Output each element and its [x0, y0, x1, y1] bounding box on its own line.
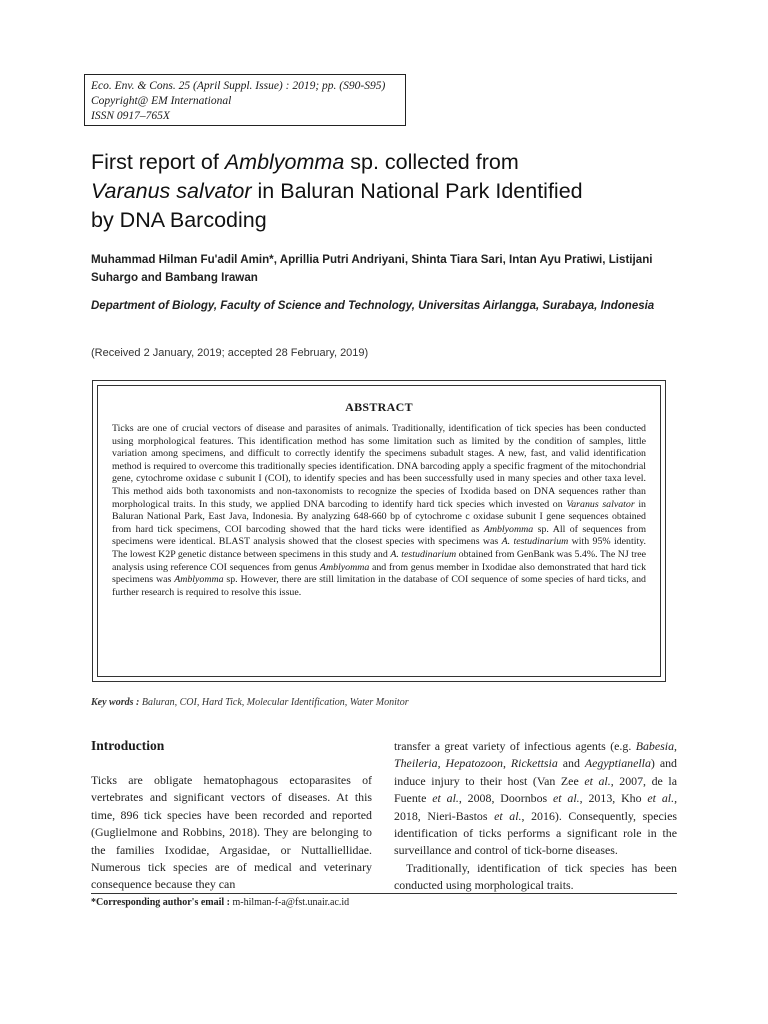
- title-text: by DNA Barcoding: [91, 208, 267, 232]
- title-species: Varanus salvator: [91, 179, 252, 203]
- right-column: [394, 738, 677, 895]
- title-text: sp. collected from: [344, 150, 519, 174]
- abstract-inner-frame: [97, 385, 661, 677]
- keywords-label: Key words :: [91, 697, 140, 708]
- keywords-list: Baluran, COI, Hard Tick, Molecular Identification, Water Monitor: [139, 697, 409, 708]
- section-heading-introduction: Introduction: [91, 738, 165, 753]
- journal-citation: Eco. Env. & Cons. 25 (April Suppl. Issue) : 2019; pp. (S90-S95): [91, 80, 386, 92]
- author-email: m-hilman-f-a@fst.unair.ac.id: [230, 897, 350, 908]
- journal-copyright: Copyright@ EM International: [91, 95, 232, 107]
- abstract-text: Ticks are one of crucial vectors of disease and parasites of animals. Traditionally, identification of tick species has been conducted using morphological features. This identification method has some limitation such as limited by the condition of samples, little variation among specimens, and difficult to correctly identify the specimens subadult stages. A new, fast, and valid identification method is required to overcome this traditionally species identification. DNA barcoding apply a specific fragment of the mitochondrial gene, cytochrome oxidase c subunit I (COI), to identify species and has been successfully used in many species and other taxa level. This method aids both taxonomists and non-taxonomists to recognize the species of Ixodida based on DNA sequences rather than morphological traits. In this study, we applied DNA barcoding to identify hard tick species which invested on Varanus salvator in Baluran National Park, East Java, Indonesia. By analyzing 648-660 bp of cytochrome c oxidase subunit I gene sequences obtained from hard tick specimens, COI barcoding showed that the hard ticks were identified as Amblyomma sp. All of sequences from specimens were identical. BLAST analysis showed that the closest species with specimens was A. testudinarium with 95% identity. The lowest K2P genetic distance between specimens in this study and A. testudinarium obtained from GenBank was 5.4%. The NJ tree analysis using reference COI sequences from genus Amblyomma and from genus member in Ixodidae also demonstrated that hard tick specimens was Amblyomma sp. However, there are still limitation in the database of COI sequence of some species of hard ticks, and further research is required to resolve this issue.: [112, 423, 647, 598]
- keywords: [91, 697, 671, 708]
- intro-paragraph-1-continued: transfer a great variety of infectious agents (e.g. Babesia, Theileria, Hepatozoon, Rickettsia and Aegyptianella) and induce injury to their host (Van Zee et al., 2007, de la Fuente et al., 2008, Doornbos et al., 2013, Kho et al., 2018, Nieri-Bastos et al., 2016). Consequently, species identification of ticks performs a significant role in the surveillance and control of tick-borne diseases.: [394, 739, 678, 858]
- abstract-box: [92, 380, 666, 682]
- corresponding-author-footnote: [91, 897, 677, 908]
- abstract-heading: ABSTRACT: [345, 400, 413, 414]
- intro-paragraph-2: Traditionally, identification of tick species has been conducted using morphological traits.: [394, 860, 677, 893]
- received-dates: (Received 2 January, 2019; accepted 28 February, 2019): [91, 347, 369, 359]
- title-text: First report of: [91, 150, 225, 174]
- paper-title: [91, 148, 691, 235]
- intro-paragraph-1: Ticks are obligate hematophagous ectoparasites of vertebrates and significant vectors of diseases. At this time, 896 tick species have been recorded and reported (Guglielmone and Robbins, 2018). They are belonging to the families Ixodidae, Argasidae, or Nuttalliellidae. Numerous tick species are of medical and veterinary consequence because they can: [91, 773, 372, 892]
- left-column: [91, 738, 372, 894]
- journal-info-box: [84, 74, 406, 126]
- title-text: in Baluran National Park Identified: [251, 179, 583, 203]
- title-genus: Amblyomma: [224, 150, 345, 174]
- footnote-divider: [91, 893, 677, 894]
- journal-issn: ISSN 0917–765X: [91, 110, 170, 122]
- footnote-label: *Corresponding author's email :: [91, 897, 230, 908]
- affiliation: Department of Biology, Faculty of Science and Technology, Universitas Airlangga, Surabaya, Indonesia: [91, 300, 655, 312]
- author-list: Muhammad Hilman Fu'adil Amin*, Aprillia Putri Andriyani, Shinta Tiara Sari, Intan Ayu Pratiwi, Listijani Suhargo and Bambang Irawan: [91, 253, 653, 284]
